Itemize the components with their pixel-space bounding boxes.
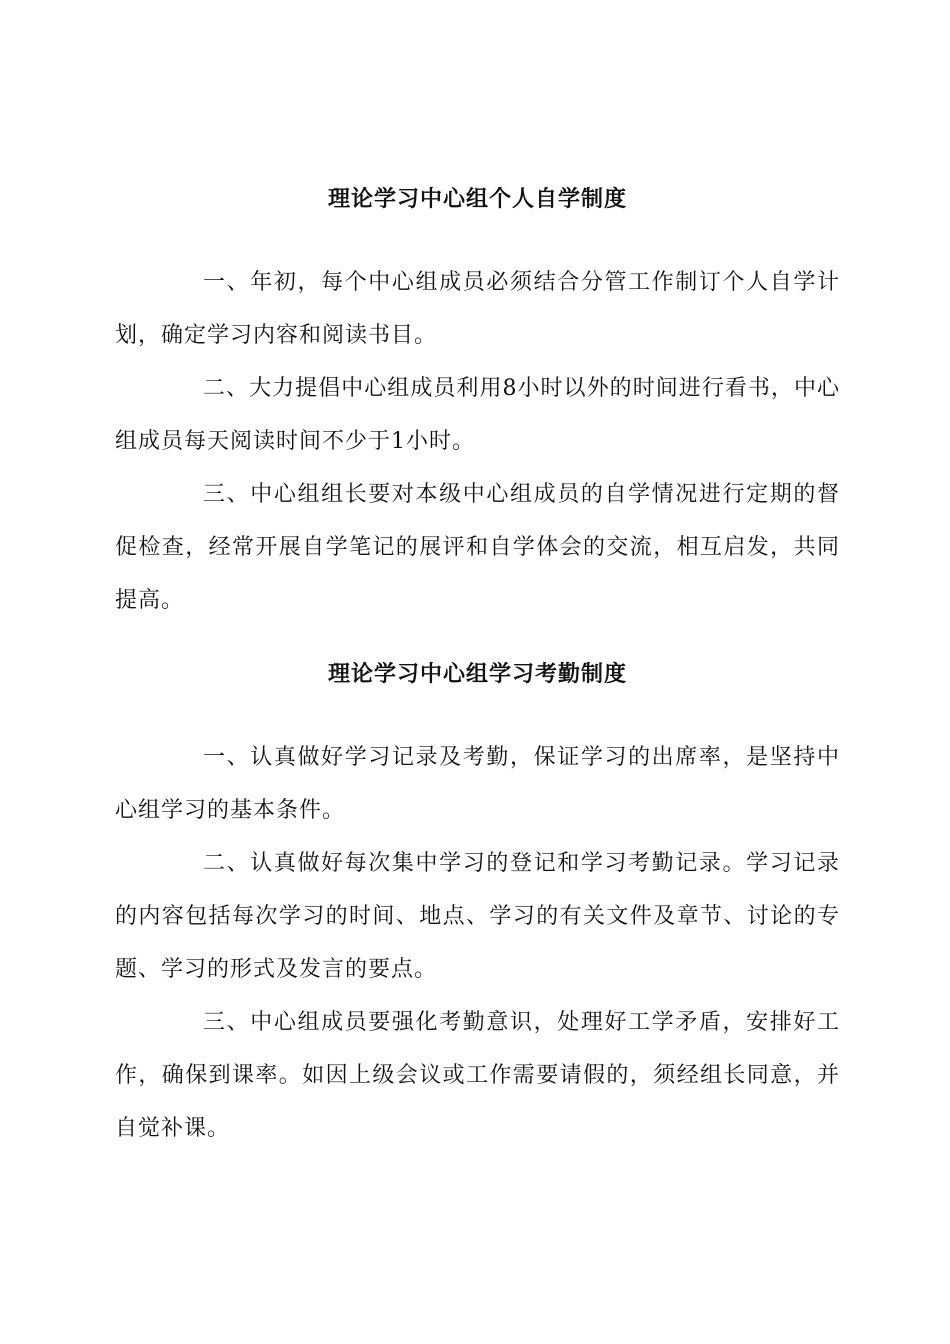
paragraph: 一、年初，每个中心组成员必须结合分管工作制订个人自学计划，确定学习内容和阅读书目。 [115,270,840,348]
paragraph: 二、认真做好每次集中学习的登记和学习考勤记录。学习记录的内容包括每次学习的时间、地点、学习的有关文件及章节、讨论的专题、学习的形式及发言的要点。 [115,851,840,982]
paragraph: 二、大力提倡中心组成员利用8小时以外的时间进行看书，中心组成员每天阅读时间不少于1小时。 [115,376,840,454]
paragraph: 三、中心组成员要强化考勤意识，处理好工学矛盾，安排好工作，确保到课率。如因上级会议或工作需要请假的，须经组长同意，并自觉补课。 [115,1010,840,1141]
section-title: 理论学习中心组学习考勤制度 [327,661,627,687]
section-self-study-system [115,178,840,627]
paragraph: 一、认真做好学习记录及考勤，保证学习的出席率，是坚持中心组学习的基本条件。 [115,745,840,823]
section-title: 理论学习中心组个人自学制度 [327,186,627,212]
section-attendance-system [115,653,840,1155]
paragraph: 三、中心组组长要对本级中心组成员的自学情况进行定期的督促检查，经常开展自学笔记的展评和自学体会的交流，相互启发，共同提高。 [115,482,840,613]
